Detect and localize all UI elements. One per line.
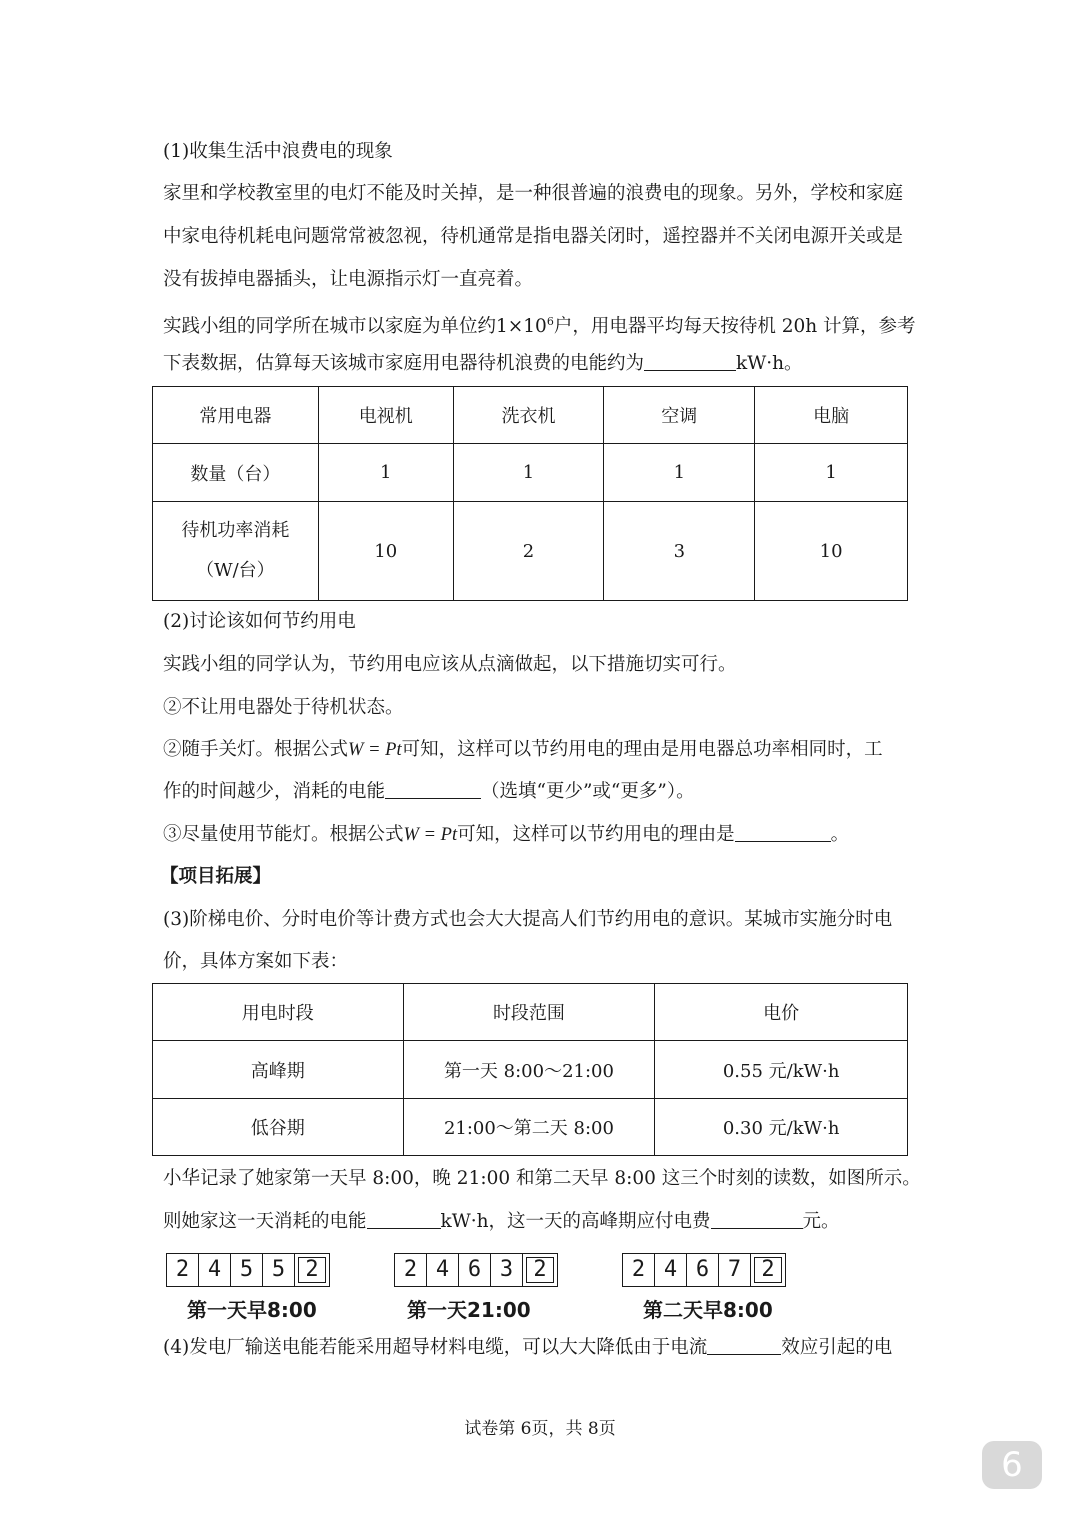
paragraph-line: 则她家这一天消耗的电能 kW·h，这一天的高峰期应付电费 元。 <box>163 1211 840 1232</box>
tariff-table <box>152 983 908 1156</box>
table-cell: 低谷期 <box>153 1099 404 1156</box>
paragraph-line: 价，具体方案如下表： <box>163 951 349 972</box>
formula: $1\times 10^6$ <box>496 315 554 338</box>
table-header: 用电时段 <box>153 984 404 1041</box>
meter-label: 第一天早8:00 <box>187 1298 317 1322</box>
meter-digit: 6 <box>459 1254 491 1286</box>
meter-decimal-digit: 2 <box>295 1254 329 1286</box>
paragraph-line: 实践小组的同学所在城市以家庭为单位约$1\times 10^6$户，用电器平均每天按待机 20h 计算，参考 <box>163 315 916 338</box>
answer-blank[interactable] <box>735 823 831 842</box>
section1-heading: (1)收集生活中浪费电的现象 <box>163 141 393 162</box>
paragraph-line: (3)阶梯电价、分时电价等计费方式也会大大提高人们节约用电的意识。某城市实施分时电 <box>163 909 893 930</box>
table-cell: 21:00～第二天 8:00 <box>403 1099 655 1156</box>
paragraph-line: 家里和学校教室里的电灯不能及时关掉，是一种很普遍的浪费电的现象。另外，学校和家庭 <box>163 183 904 204</box>
meter-digit: 4 <box>199 1254 231 1286</box>
table-cell: 1 <box>318 444 453 502</box>
meter-digit: 7 <box>719 1254 751 1286</box>
meter-digit: 5 <box>263 1254 295 1286</box>
table-header: 常用电器 <box>153 387 319 444</box>
meter-reading-2 <box>394 1253 558 1287</box>
paragraph-line: 中家电待机耗电问题常常被忽视，待机通常是指电器关闭时，遥控器并不关闭电源开关或是 <box>163 226 904 247</box>
meter-reading-3 <box>622 1253 786 1287</box>
table-cell: 高峰期 <box>153 1041 404 1099</box>
paragraph-line: 小华记录了她家第一天早 8:00，晚 21:00 和第二天早 8:00 这三个时刻的读数，如图所示。 <box>163 1168 921 1189</box>
meter-digit: 3 <box>491 1254 523 1286</box>
table-cell: 10 <box>755 502 908 601</box>
answer-blank[interactable] <box>367 1210 441 1229</box>
table-header: 电价 <box>655 984 908 1041</box>
formula: W = Pt <box>403 825 458 845</box>
answer-blank[interactable] <box>707 1336 781 1355</box>
paragraph-line: 没有拔掉电器插头，让电源指示灯一直亮着。 <box>163 269 534 290</box>
meter-digit: 4 <box>655 1254 687 1286</box>
page-footer: 试卷第 6页，共 8页 <box>464 1419 616 1439</box>
table-cell: 2 <box>453 502 604 601</box>
meter-decimal-digit: 2 <box>751 1254 785 1286</box>
answer-blank[interactable] <box>385 780 481 799</box>
meter-decimal-digit: 2 <box>523 1254 557 1286</box>
expansion-heading: 【项目拓展】 <box>160 866 272 887</box>
table-header: 电视机 <box>318 387 453 444</box>
meter-digit: 2 <box>167 1254 199 1286</box>
page-number-badge: 6 <box>982 1441 1042 1489</box>
table-header: 时段范围 <box>403 984 655 1041</box>
paragraph-line: 实践小组的同学认为，节约用电应该从点滴做起，以下措施切实可行。 <box>163 654 737 675</box>
answer-blank[interactable] <box>711 1210 803 1229</box>
table-header: 空调 <box>604 387 755 444</box>
list-item: ②随手关灯。根据公式W = Pt可知，这样可以节约用电的理由是用电器总功率相同时，工 <box>163 739 883 760</box>
table-header: 电脑 <box>755 387 908 444</box>
meter-digit: 2 <box>395 1254 427 1286</box>
paragraph-line: 下表数据，估算每天该城市家庭用电器待机浪费的电能约为 kW·h。 <box>163 353 803 374</box>
appliance-table <box>152 386 908 601</box>
row-label: 数量（台） <box>153 444 319 502</box>
list-item: ③尽量使用节能灯。根据公式W = Pt可知，这样可以节约用电的理由是 。 <box>163 824 850 845</box>
table-cell: 0.55 元/kW·h <box>655 1041 908 1099</box>
meter-label: 第一天21:00 <box>407 1298 531 1322</box>
section2-heading: (2)讨论该如何节约用电 <box>163 611 356 632</box>
meter-digit: 2 <box>623 1254 655 1286</box>
paragraph-line: (4)发电厂输送电能若能采用超导材料电缆，可以大大降低由于电流 效应引起的电 <box>163 1337 893 1358</box>
list-item: ②不让用电器处于待机状态。 <box>163 697 404 718</box>
meter-label: 第二天早8:00 <box>643 1298 773 1322</box>
row-label: 待机功率消耗 （W/台） <box>153 502 319 601</box>
table-cell: 1 <box>755 444 908 502</box>
table-cell: 1 <box>453 444 604 502</box>
table-cell: 3 <box>604 502 755 601</box>
meter-digit: 4 <box>427 1254 459 1286</box>
table-cell: 1 <box>604 444 755 502</box>
answer-blank[interactable] <box>644 352 736 371</box>
meter-digit: 5 <box>231 1254 263 1286</box>
table-cell: 第一天 8:00～21:00 <box>403 1041 655 1099</box>
formula: W = Pt <box>348 740 402 760</box>
table-cell: 0.30 元/kW·h <box>655 1099 908 1156</box>
meter-digit: 6 <box>687 1254 719 1286</box>
table-header: 洗衣机 <box>453 387 604 444</box>
meter-reading-1 <box>166 1253 330 1287</box>
table-cell: 10 <box>318 502 453 601</box>
list-item: 作的时间越少，消耗的电能 （选填“更少”或“更多”）。 <box>163 781 695 802</box>
